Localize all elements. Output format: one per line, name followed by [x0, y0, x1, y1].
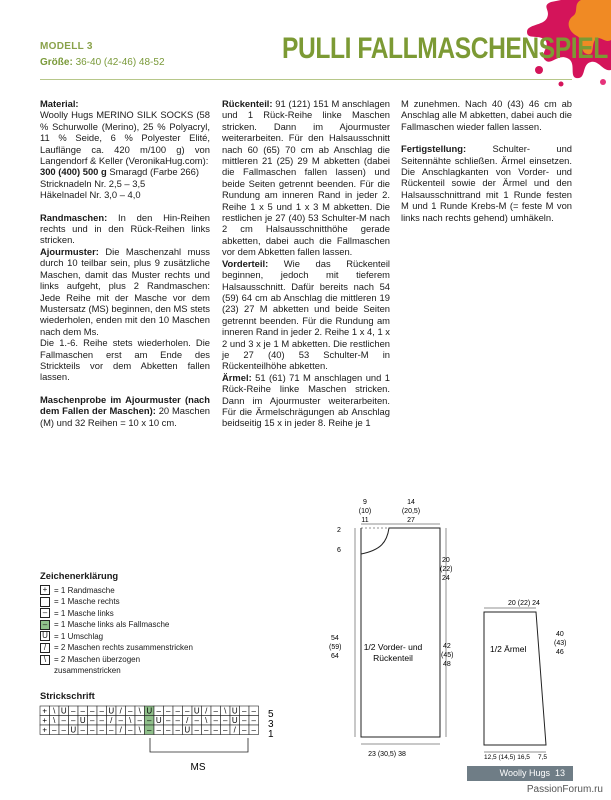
sleeve-label: 1/2 Ärmel — [490, 644, 527, 654]
chart-symbol: – — [99, 716, 104, 725]
body-label-1: 1/2 Vorder- und — [363, 642, 423, 652]
finishing-label: Fertigstellung: — [401, 143, 467, 155]
dim-side-height-1: 42 — [443, 643, 451, 650]
legend-item-yarnover — [40, 631, 194, 643]
chart-symbol: \ — [138, 706, 141, 716]
chart-symbol: – — [128, 725, 133, 735]
knitting-chart — [38, 702, 288, 774]
chart-symbol: – — [71, 716, 76, 725]
chart-grid — [40, 706, 259, 735]
chart-symbol: – — [80, 706, 85, 716]
chart-symbol: / — [186, 716, 189, 725]
dim-top-right-2: (20,5) — [401, 508, 421, 515]
pattern-title: PULLI FALLMASCHENSPIEL — [282, 32, 608, 65]
chart-symbol: – — [166, 716, 171, 725]
chart-symbol: + — [42, 706, 48, 716]
chart-symbol: – — [194, 725, 199, 735]
chart-symbol: \ — [53, 716, 56, 725]
yarn-over-icon: U — [40, 631, 50, 641]
legend-text: = 1 Masche links als Fallmasche — [54, 620, 170, 629]
legend-text: = 1 Randmasche — [54, 585, 115, 595]
legend-text: = 1 Masche links — [54, 608, 114, 618]
legend-text: = 2 Maschen rechts zusammenstricken — [54, 643, 193, 652]
row-number-3: 3 — [268, 719, 274, 730]
edge-stitch-icon: + — [40, 585, 50, 595]
symbol-legend — [40, 570, 194, 677]
chart-symbol: \ — [129, 716, 132, 725]
chart-symbol: – — [251, 716, 256, 725]
chart-symbol: – — [194, 716, 199, 725]
ajour-text-2: Die 1.-6. Reihe stets wiederholen. Die Fallmaschen erst am Ende des Strickteils vor dem Abketten fallen lassen. — [40, 337, 210, 383]
legend-item-knit — [40, 596, 194, 608]
legend-item-k2tog — [40, 642, 194, 654]
legend-text: = 2 Maschen überzogen zusammenstricken — [54, 654, 141, 675]
chart-symbol: / — [205, 706, 208, 716]
chart-symbol: – — [166, 725, 171, 735]
chart-symbol: U — [193, 706, 200, 716]
page-footer — [467, 766, 573, 781]
chart-symbol: – — [61, 716, 66, 725]
chart-symbol: – — [251, 706, 256, 716]
ms-label: MS — [190, 762, 206, 773]
drop-stitch-icon: – — [40, 620, 50, 630]
knit-stitch-icon — [40, 597, 50, 607]
chart-symbol: – — [251, 725, 256, 735]
chart-symbol: U — [231, 716, 238, 725]
chart-symbol: – — [147, 716, 152, 725]
column-finishing — [401, 98, 572, 223]
back-label: Rückenteil: — [222, 98, 273, 109]
dim-total-height-3: 64 — [331, 653, 339, 660]
chart-symbol: \ — [138, 725, 141, 735]
dim-sleeve-height-2: (43) — [554, 640, 567, 647]
finishing-text: Schulter- und Seitennähte schließen. Ärmel einsetzen. Die Anschlagkanten von Vorder- und Rückenteil sowie der Ärmel und den Halsausschnittrand mit 1 Runde festen M und 1 Runde Krebs-M (= feste M von links nach rechts gehend) umhäkeln. — [401, 143, 573, 223]
chart-symbol: U — [108, 706, 115, 716]
legend-title: Zeichenerklärung — [40, 570, 119, 581]
chart-symbol: – — [213, 706, 218, 716]
chart-symbol: U — [155, 716, 162, 725]
chart-symbol: – — [80, 725, 85, 735]
body-label-2: Rückenteil — [373, 653, 413, 663]
dim-sleeve-bottom-value: 12,5 (14,5) 16,5 — [484, 754, 530, 761]
column-materials — [40, 98, 210, 428]
dim-total-height-1: 54 — [331, 635, 339, 642]
ssk-icon: \ — [40, 655, 50, 665]
chart-symbol: \ — [205, 716, 208, 725]
chart-symbol: – — [242, 725, 247, 735]
chart-symbol: – — [223, 725, 228, 735]
chart-symbol: – — [90, 725, 95, 735]
sleeve-outline — [484, 612, 546, 745]
k2tog-icon: / — [40, 643, 50, 653]
material-text: Woolly Hugs MERINO SILK SOCKS (58 % Schurwolle (Merino), 25 % Polyacryl, 11 % Seide, 6 % Polyester Elité, Lauflänge ca. 420 m/100 g) von Langendorf & Keller (VeronikaHug.com): — [40, 109, 210, 167]
chart-symbol: – — [175, 725, 180, 735]
ajour-label: Ajourmuster: — [40, 245, 99, 257]
dim-armhole-3: 24 — [442, 575, 450, 582]
size-label: Größe: — [40, 57, 73, 68]
chart-symbol: – — [166, 706, 171, 716]
front-text: Wie das Rückenteil beginnen, jedoch mit tieferem Halsausschnitt. Dafür bereits nach 54 (59) 64 cm ab Anschlag die mittleren 19 (23) 27 M abketten und beide Seiten getrennt beenden. Für die Rundung am inneren Rand in jeder 2. Reihe 1 x 4, 1 x 2 und 3 x je 1 M abketten. Die restlichen je 27 (40) 53 Schulter-M in Rückenteilhöhe abketten. — [222, 257, 390, 372]
chart-symbol: – — [118, 716, 123, 725]
chart-symbol: – — [223, 716, 228, 725]
material-label: Material: — [40, 98, 79, 109]
sleeve-continued: M zunehmen. Nach 40 (43) 46 cm ab Anschlag alle M abketten, dabei auch die Fallmaschen wieder fallen lassen. — [401, 98, 572, 132]
dim-top-right-1: 14 — [407, 499, 415, 506]
legend-item-edge — [40, 585, 194, 597]
rand-text: In den Hin-Reihen rechts und in den Rück-Reihen links stricken. — [40, 211, 210, 246]
chart-symbol: / — [119, 706, 122, 716]
dim-neck-back: 2 — [337, 527, 341, 534]
model-number: MODELL 3 — [40, 41, 93, 52]
chart-symbol: – — [99, 706, 104, 716]
chart-symbol: – — [99, 725, 104, 735]
material-amount: 300 (400) 500 g — [40, 166, 107, 178]
dim-armhole-2: (22) — [440, 566, 453, 573]
back-text: 91 (121) 151 M anschlagen und 1 Rück-Reihe linke Maschen stricken. Dann im Ajourmuster weiterarbeiten. Für den Halsausschnitt nach 60 (65) 70 cm ab Anschlag die mittleren 21 (25) 29 M abketten (dabei die Fallmaschen fallen lassen) und beide Seiten getrennt beenden. Für die Rundung am inneren Rand in jeder 2. Reihe 1 x 5 und 1 x 3 M abketten. Die restlichen je 27 (40) 53 Schulter-M nach 2 cm Halsausschnitthöhe gerade abketten, dabei auch die Fallmaschen vor dem Abketten fallen lassen. — [222, 98, 390, 258]
chart-symbol: U — [184, 725, 191, 735]
chart-symbol: + — [42, 716, 48, 725]
chart-symbol: – — [52, 725, 57, 735]
chart-symbol: U — [70, 725, 77, 735]
rand-label: Randmaschen: — [40, 211, 108, 223]
chart-symbol: – — [137, 716, 142, 725]
chart-symbol: / — [233, 725, 236, 735]
body-schematic — [325, 492, 465, 762]
chart-symbol: U — [231, 706, 238, 716]
legend-item-ssk — [40, 654, 194, 677]
chart-symbol: / — [110, 716, 113, 725]
chart-symbol: – — [242, 706, 247, 716]
dim-sleeve-bottom-right: 7,5 — [538, 754, 548, 761]
chart-symbol: \ — [224, 706, 227, 716]
chart-symbol: – — [185, 706, 190, 716]
chart-symbol: / — [119, 725, 122, 735]
footer-brand: Woolly Hugs — [499, 768, 550, 778]
legend-item-drop — [40, 619, 194, 631]
gauge-label: Maschenprobe im Ajourmuster (nach dem Fallen der Maschen): — [40, 393, 210, 417]
chart-symbol: U — [60, 706, 67, 716]
chart-symbol: – — [213, 716, 218, 725]
watermark: PassionForum.ru — [526, 784, 603, 795]
needle-size: Stricknadeln Nr. 2,5 – 3,5 — [40, 177, 146, 189]
chart-symbol: – — [175, 716, 180, 725]
front-label: Vorderteil: — [222, 257, 269, 269]
dim-side-height-3: 48 — [443, 661, 451, 668]
dim-sleeve-height-3: 46 — [556, 649, 564, 656]
dim-top-right-3: 27 — [407, 517, 415, 524]
page-number: 13 — [554, 768, 565, 778]
legend-text: = 1 Umschlag — [54, 631, 104, 641]
chart-symbol: – — [204, 725, 209, 735]
chart-symbol: U — [146, 706, 153, 716]
ms-bracket — [150, 738, 248, 752]
sleeve-label: Ärmel: — [222, 371, 252, 383]
dim-neck-front: 6 — [337, 547, 341, 554]
legend-item-purl — [40, 608, 194, 620]
chart-symbol: \ — [53, 706, 56, 716]
sleeve-text: 51 (61) 71 M anschlagen und 1 Rück-Reihe linke Maschen stricken. Dann im Ajourmuster weiterarbeiten. Für die Ärmelschrägungen ab Anschlag beidseitig 15 x in jeder 8. Reihe je 1 — [222, 371, 390, 429]
dim-sleeve-height-1: 40 — [556, 631, 564, 638]
chart-symbol: – — [90, 706, 95, 716]
chart-symbol: – — [242, 716, 247, 725]
dim-sleeve-top-value: 20 (22) 24 — [508, 600, 540, 607]
dim-bottom: 23 (30,5) 38 — [368, 751, 406, 758]
row-number-5: 5 — [268, 709, 274, 720]
gauge-text: 20 Maschen (M) und 32 Reihen = 10 x 10 cm. — [40, 405, 210, 428]
ajour-text: Die Maschenzahl muss durch 10 teilbar sein, plus 9 zusätzliche Maschen, damit das Muster rechts und links aufgeht, plus 2 Randmaschen: Jede Reihe mit der Masche vor dem Mustersatz (MS) beginnen, den MS stets wiederholen, enden mit den 10 Maschen nach dem Ms. — [40, 245, 210, 337]
chart-symbol: – — [109, 725, 114, 735]
chart-title: Strickschrift — [40, 690, 95, 701]
chart-symbol: – — [71, 706, 76, 716]
dim-side-height-2: (45) — [441, 652, 454, 659]
size-value: 36-40 (42-46) 48-52 — [75, 57, 165, 68]
sleeve-schematic — [476, 596, 576, 762]
purl-stitch-icon: – — [40, 608, 50, 618]
dim-total-height-2: (59) — [329, 644, 342, 651]
chart-symbol: – — [128, 706, 133, 716]
chart-symbol: + — [42, 725, 48, 735]
chart-symbol: – — [175, 706, 180, 716]
dim-armhole-1: 20 — [442, 557, 450, 564]
chart-symbol: – — [61, 725, 66, 735]
chart-symbol: – — [147, 725, 152, 735]
chart-symbol: – — [156, 706, 161, 716]
column-instructions — [222, 98, 390, 429]
chart-symbol: – — [90, 716, 95, 725]
chart-symbol: U — [79, 716, 86, 725]
dim-top-left-3: 11 — [361, 517, 369, 524]
row-number-1: 1 — [268, 729, 274, 740]
dim-top-left-2: (10) — [358, 508, 372, 515]
size-line — [40, 57, 165, 68]
chart-symbol: – — [156, 725, 161, 735]
body-outline — [361, 528, 440, 737]
hook-size: Häkelnadel Nr. 3,0 – 4,0 — [40, 189, 141, 201]
legend-text: = 1 Masche rechts — [54, 597, 120, 606]
header-divider — [40, 79, 572, 80]
material-color: Smaragd (Farbe 266) — [109, 166, 199, 178]
chart-symbol: – — [213, 725, 218, 735]
dim-top-left-1: 9 — [363, 499, 367, 506]
